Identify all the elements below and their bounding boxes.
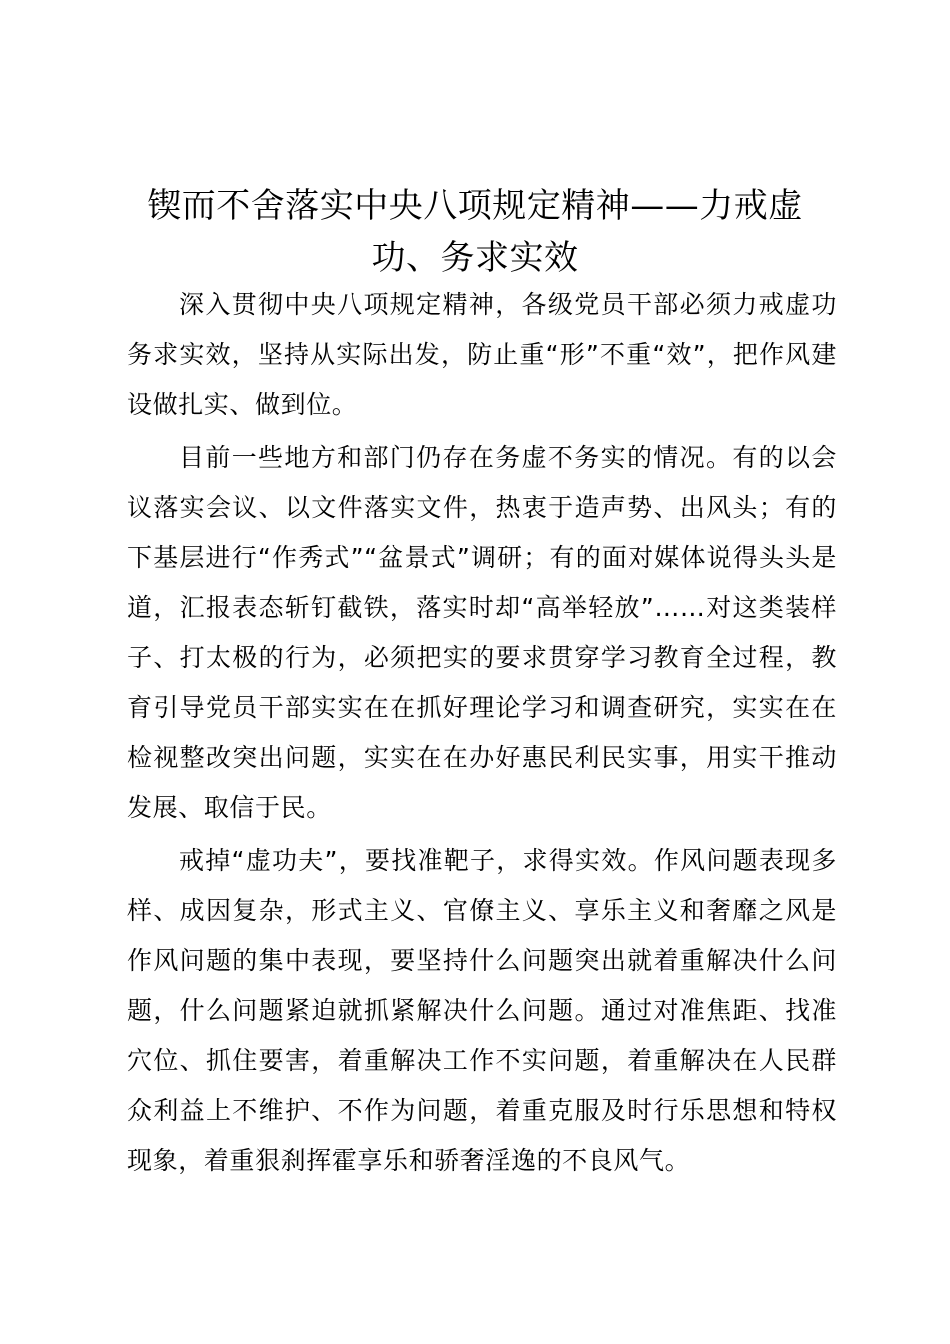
paragraph-3: 戒掉“虚功夫”，要找准靶子，求得实效。作风问题表现多样、成因复杂，形式主义、官僚主义、享乐主义和奢靡之风是作风问题的集中表现，要坚持什么问题突出就着重解决什么问题，什么问题紧迫就抓紧解决什么问题。通过对准焦距、找准穴位、抓住要害，着重解决工作不实问题，着重解决在人民群众利益上不维护、不作为问题，着重克服及时行乐思想和特权现象，着重狠刹挥霍享乐和骄奢淫逸的不良风气。 <box>127 846 837 1175</box>
paragraph-2: 目前一些地方和部门仍存在务虚不务实的情况。有的以会议落实会议、以文件落实文件，热衷于造声势、出风头；有的下基层进行“作秀式”“盆景式”调研；有的面对媒体说得头头是道，汇报表态斩钉截铁，落实时却“高举轻放”……对这类装样子、打太极的行为，必须把实的要求贯穿学习教育全过程，教育引导党员干部实实在在抓好理论学习和调查研究，实实在在检视整改突出问题，实实在在办好惠民利民实事，用实干推动发展、取信于民。 <box>127 443 837 822</box>
paragraph-1: 深入贯彻中央八项规定精神，各级党员干部必须力戒虚功务求实效，坚持从实际出发，防止重“形”不重“效”，把作风建设做扎实、做到位。 <box>127 290 837 419</box>
document-body <box>127 280 837 1189</box>
document-title: 锲而不舍落实中央八项规定精神——力戒虚功、务求实效 <box>147 186 803 278</box>
